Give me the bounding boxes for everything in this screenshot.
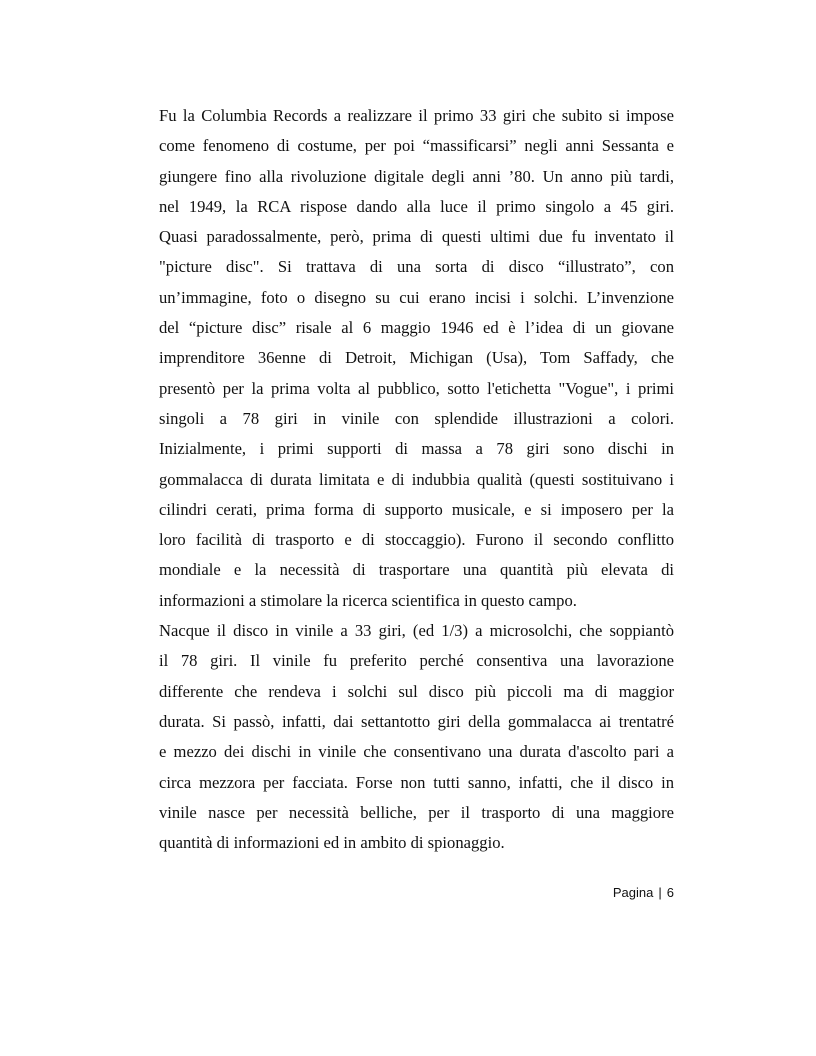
text-line: mondiale e la necessità di trasportare una quantità più elevata di — [159, 560, 674, 580]
paragraph-1 — [159, 101, 674, 616]
document-body — [159, 101, 674, 858]
text-line: circa mezzora per facciata. Forse non tutti sanno, infatti, che il disco in — [159, 772, 674, 792]
page-footer — [613, 885, 674, 900]
text-line: giungere fino alla rivoluzione digitale degli anni ’80. Un anno più tardi, — [159, 166, 674, 186]
text-line: Fu la Columbia Records a realizzare il primo 33 giri che subito si impose — [159, 106, 674, 125]
text-line: gommalacca di durata limitata e di indubbia qualità (questi sostituivano i — [159, 469, 674, 489]
text-line: loro facilità di trasporto e di stoccaggio). Furono il secondo conflitto — [159, 530, 674, 550]
page-number: 6 — [666, 885, 674, 900]
text-line: come fenomeno di costume, per poi “massificarsi” negli anni Sessanta e — [159, 136, 674, 156]
page-separator: | — [658, 885, 662, 900]
text-line: "picture disc". Si trattava di una sorta di disco “illustrato”, con — [159, 257, 674, 277]
text-line: durata. Si passò, infatti, dai settantotto giri della gommalacca ai trentatré — [159, 711, 674, 731]
text-line: un’immagine, foto o disegno su cui erano incisi i solchi. L’invenzione — [159, 287, 674, 307]
text-line: del “picture disc” risale al 6 maggio 1946 ed è l’idea di un giovane — [159, 318, 674, 338]
text-line: e mezzo dei dischi in vinile che consentivano una durata d'ascolto pari a — [159, 742, 674, 762]
page-label: Pagina — [612, 885, 654, 900]
text-line: quantità di informazioni ed in ambito di spionaggio. — [159, 833, 505, 853]
text-line: Nacque il disco in vinile a 33 giri, (ed 1/3) a microsolchi, che soppiantò — [159, 621, 674, 641]
text-line: singoli a 78 giri in vinile con splendide illustrazioni a colori. — [159, 408, 674, 428]
text-line: Quasi paradossalmente, però, prima di questi ultimi due fu inventato il — [159, 227, 674, 247]
text-line: vinile nasce per necessità belliche, per il trasporto di una maggiore — [159, 802, 674, 822]
text-line: Inizialmente, i primi supporti di massa a 78 giri sono dischi in — [159, 439, 674, 459]
text-line: differente che rendeva i solchi sul disco più piccoli ma di maggior — [159, 681, 674, 701]
text-line: presentò per la prima volta al pubblico, sotto l'etichetta "Vogue", i primi — [159, 378, 674, 398]
text-line: informazioni a stimolare la ricerca scientifica in questo campo. — [159, 590, 577, 610]
text-line: nel 1949, la RCA rispose dando alla luce il primo singolo a 45 giri. — [159, 196, 674, 216]
text-line: imprenditore 36enne di Detroit, Michigan (Usa), Tom Saffady, che — [159, 348, 674, 368]
text-line: cilindri cerati, prima forma di supporto musicale, e si imposero per la — [159, 499, 674, 519]
paragraph-2 — [159, 616, 674, 858]
text-line: il 78 giri. Il vinile fu preferito perché consentiva una lavorazione — [159, 651, 674, 671]
